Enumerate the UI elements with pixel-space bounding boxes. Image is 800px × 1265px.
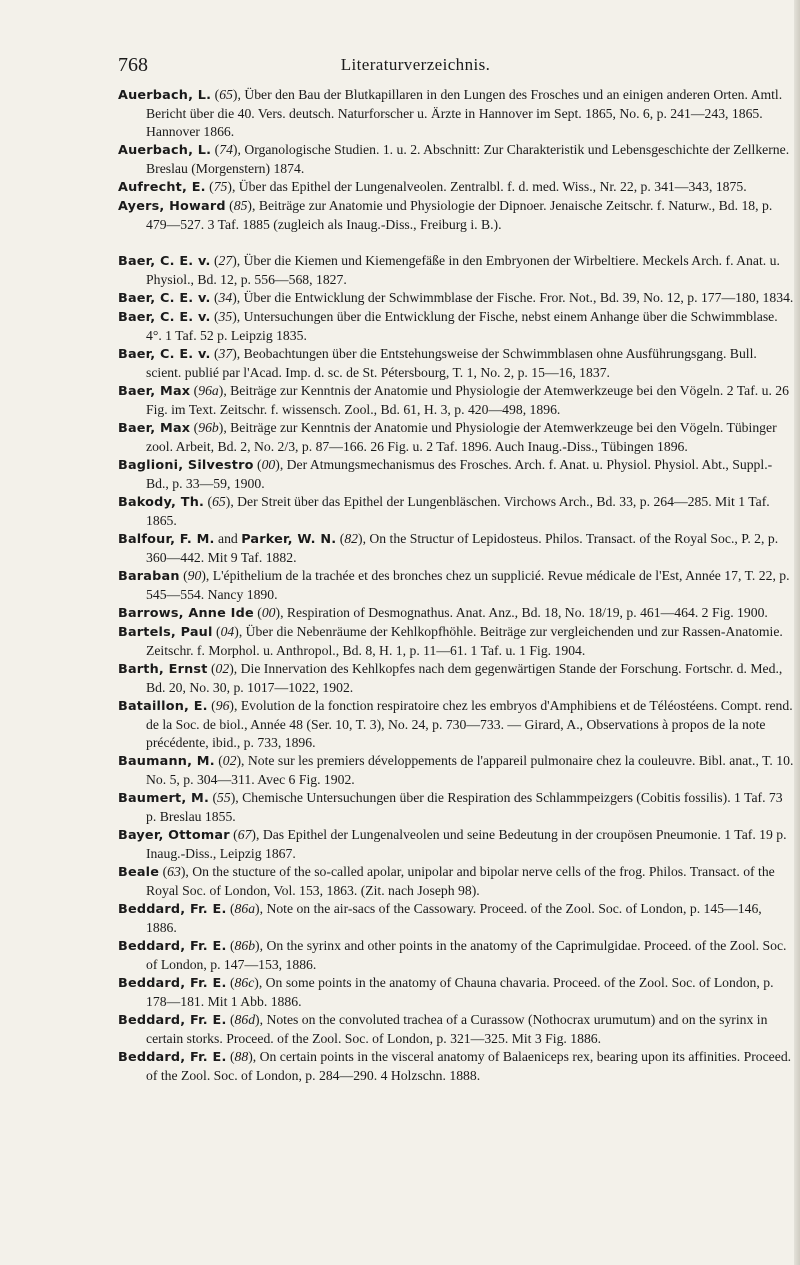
- entry-author: Beddard, Fr. E.: [118, 1013, 227, 1028]
- bibliography-entry: Baumann, M. (02), Note sur les premiers développements de l'appareil pulmonaire chez la couleuvre. Bibl. anat., T. 10. No. 5, p. 304—311. Avec 6 Fig. 1902.: [118, 753, 794, 787]
- entry-text: , Über die Nebenräume der Kehlkopfhöhle. Beiträge zur vergleichenden und zur Rassen-Anatomie. Zeitschr. f. Morphol. u. Anthropol., Bd. 8, H. 1, p. 11—61. 1 Taf. u. 1 Fig. 1904.: [146, 624, 783, 658]
- entry-author: Baglioni, Silvestro: [118, 458, 254, 473]
- entry-author: Aufrecht, E.: [118, 180, 206, 195]
- entry-text: , Über die Entwicklung der Schwimmblase der Fische. Fror. Not., Bd. 39, No. 12, p. 177—180, 1834.: [236, 290, 794, 305]
- entry-author: Baumert, M.: [118, 791, 210, 806]
- entry-text: , Über das Epithel der Lungenalveolen. Zentralbl. f. d. med. Wiss., Nr. 22, p. 341—343, 1875.: [231, 179, 747, 194]
- entry-author: Baer, C. E. v.: [118, 310, 211, 325]
- entry-year: 96a: [198, 383, 219, 398]
- entry-year: 85: [233, 198, 248, 213]
- bibliography-entry: Baer, C. E. v. (37), Beobachtungen über die Entstehungsweise der Schwimmblasen ohne Ausführungsgang. Bull. scient. publié par l'Acad. Imp. d. sc. de St. Pétersbourg, T. 1, No. 2, p. 15—16, 1837.: [118, 346, 757, 380]
- entry-text: , Der Streit über das Epithel der Lungenbläschen. Virchows Arch., Bd. 33, p. 264—285. Mit 1 Taf. 1865.: [146, 494, 770, 528]
- entry-author: Beddard, Fr. E.: [118, 976, 227, 991]
- entry-year: 55: [217, 790, 231, 805]
- entry-text: , Chemische Untersuchungen über die Respiration des Schlammpeizgers (Cobitis fossilis). 1 Taf. 73 p. Breslau 1855.: [146, 790, 783, 824]
- entry-coauthor: Parker, W. N.: [241, 532, 337, 547]
- entry-year: 86b: [234, 938, 256, 953]
- bibliography-entry: Beddard, Fr. E. (86c), On some points in the anatomy of Chauna chavaria. Proceed. of the Zool. Soc. of London, p. 178—181. Mit 1 Abb. 1886.: [118, 975, 774, 1009]
- bibliography-entry: Bakody, Th. (65), Der Streit über das Epithel der Lungenbläschen. Virchows Arch., Bd. 33, p. 264—285. Mit 1 Taf. 1865.: [118, 494, 770, 528]
- entry-year: 86a: [234, 901, 256, 916]
- entry-text: , Note sur les premiers développements de l'appareil pulmonaire chez la couleuvre. Bibl. anat., T. 10. No. 5, p. 304—311. Avec 6 Fig. 1902.: [146, 753, 794, 787]
- bibliography-entry: Baer, Max (96b), Beiträge zur Kenntnis der Anatomie und Physiologie der Atemwerkzeuge bei den Vögeln. Tübinger zool. Arbeit, Bd. 2, No. 2/3, p. 87—166. 26 Fig. u. 2 Taf. 1896. Auch Inaug.-Diss., Tübingen 1896.: [118, 420, 777, 454]
- entry-author: Bataillon, E.: [118, 699, 208, 714]
- bibliography-entry: Bataillon, E. (96), Evolution de la fonction respiratoire chez les embryos d'Amphibiens et de Téléostéens. Compt. rend. de la Soc. de biol., Année 48 (Ser. 10, T. 3), No. 24, p. 730—733. — Girard, A., Observations à propos de la note précédente, ibid., p. 733, 1896.: [118, 698, 793, 750]
- entry-author: Baraban: [118, 569, 180, 584]
- entry-author: Bartels, Paul: [118, 625, 213, 640]
- page-number: 768: [118, 54, 148, 76]
- entry-year: 34: [218, 290, 233, 305]
- entry-author: Ayers, Howard: [118, 199, 226, 214]
- entry-year: 00: [261, 605, 276, 620]
- entry-year: 65: [219, 87, 233, 102]
- entry-text: , On the stucture of the so-called apolar, unipolar and bipolar nerve cells of the frog. Philos. Transact. of the Royal Soc. of London, Vol. 153, 1863. (Zit. nach Joseph 98).: [146, 864, 775, 898]
- entry-text: , Respiration of Desmognathus. Anat. Anz., Bd. 18, No. 18/19, p. 461—464. 2 Fig. 1900.: [280, 605, 768, 620]
- bibliography-list: [118, 86, 794, 1085]
- bibliography-entry: Beddard, Fr. E. (86b), On the syrinx and other points in the anatomy of the Caprimulgidae. Proceed. of the Zool. Soc. of London, p. 147—153, 1886.: [118, 938, 787, 972]
- bibliography-entry: Baumert, M. (55), Chemische Untersuchungen über die Respiration des Schlammpeizgers (Cobitis fossilis). 1 Taf. 73 p. Breslau 1855.: [118, 790, 783, 824]
- entry-text: , Note on the air-sacs of the Cassowary. Proceed. of the Zool. Soc. of London, p. 145—146, 1886.: [146, 901, 762, 935]
- bibliography-entry: Baer, C. E. v. (34), Über die Entwicklung der Schwimmblase der Fische. Fror. Not., Bd. 39, No. 12, p. 177—180, 1834.: [118, 290, 794, 306]
- bibliography-entry: Beale (63), On the stucture of the so-called apolar, unipolar and bipolar nerve cells of the frog. Philos. Transact. of the Royal Soc. of London, Vol. 153, 1863. (Zit. nach Joseph 98).: [118, 864, 775, 898]
- entry-text: , Beobachtungen über die Entstehungsweise der Schwimmblasen ohne Ausführungsgang. Bull. scient. publié par l'Acad. Imp. d. sc. de St. Pétersbourg, T. 1, No. 2, p. 15—16, 1837.: [146, 346, 757, 380]
- entry-author: Baumann, M.: [118, 754, 215, 769]
- entry-text: , Untersuchungen über die Entwicklung der Fische, nebst einem Anhange über die Schwimmblase. 4°. 1 Taf. 52 p. Leipzig 1835.: [146, 309, 778, 343]
- entry-author: Beddard, Fr. E.: [118, 902, 227, 917]
- bibliography-entry: Baer, C. E. v. (35), Untersuchungen über die Entwicklung der Fische, nebst einem Anhange über die Schwimmblase. 4°. 1 Taf. 52 p. Leipzig 1835.: [118, 309, 778, 343]
- entry-text: , Notes on the convoluted trachea of a Curassow (Nothocrax urumutum) and on the syrinx in certain storks. Proceed. of the Zool. Soc. of London, p. 321—325. Mit 3 Fig. 1886.: [146, 1012, 768, 1046]
- entry-author: Bakody, Th.: [118, 495, 205, 510]
- entry-year: 86d: [234, 1012, 256, 1027]
- entry-author: Beale: [118, 865, 160, 880]
- bibliography-entry: Beddard, Fr. E. (86a), Note on the air-sacs of the Cassowary. Proceed. of the Zool. Soc. of London, p. 145—146, 1886.: [118, 901, 762, 935]
- entry-year: 65: [212, 494, 226, 509]
- entry-year: 75: [213, 179, 228, 194]
- bibliography-entry: Baer, Max (96a), Beiträge zur Kenntnis der Anatomie und Physiologie der Atemwerkzeuge bei den Vögeln. 2 Taf. u. 26 Fig. im Text. Zeitschr. f. wissensch. Zool., Bd. 61, H. 3, p. 420—498, 1896.: [118, 383, 789, 417]
- entry-year: 96: [215, 698, 230, 713]
- entry-text: , Organologische Studien. 1. u. 2. Abschnitt: Zur Charakteristik und Lebensgeschichte der Zellkerne. Breslau (Morgenstern) 1874.: [146, 142, 790, 176]
- entry-text: , Die Innervation des Kehlkopfes nach dem gegenwärtigen Stande der Forschung. Fortschr. d. Med., Bd. 20, No. 30, p. 1017—1022, 1902.: [146, 661, 783, 695]
- entry-connector: and: [214, 531, 242, 546]
- entry-text: , On the syrinx and other points in the anatomy of the Caprimulgidae. Proceed. of the Zool. Soc. of London, p. 147—153, 1886.: [146, 938, 787, 972]
- page-header: [118, 54, 713, 78]
- entry-text: , Beiträge zur Anatomie und Physiologie der Dipnoer. Jenaische Zeitschr. f. Naturw., Bd. 18, p. 479—527. 3 Taf. 1885 (zugleich als Inaug.-Diss., Freiburg i. B.).: [146, 198, 773, 232]
- bibliography-entry: Beddard, Fr. E. (88), On certain points in the visceral anatomy of Balaeniceps rex, bearing upon its affinities. Proceed. of the Zool. Soc. of London, p. 284—290. 4 Holzschn. 1888.: [118, 1049, 792, 1083]
- bibliography-entry: Auerbach, L. (65), Über den Bau der Blutkapillaren in den Lungen des Frosches und an einigen anderen Orten. Amtl. Bericht über die 40. Vers. deutsch. Naturforscher u. Ärzte in Hannover im Sept. 1865, No. 6, p. 241—243, 1865. Hannover 1866.: [118, 87, 783, 139]
- entry-author: Baer, Max: [118, 421, 191, 436]
- entry-year: 86c: [234, 975, 255, 990]
- entry-year: 02: [215, 661, 230, 676]
- entry-year: 74: [219, 142, 233, 157]
- entry-text: , Evolution de la fonction respiratoire chez les embryos d'Amphibiens et de Téléostéens. Compt. rend. de la Soc. de biol., Année 48 (Ser. 10, T. 3), No. 24, p. 730—733. — Girard, A., Observations à propos de la note précédente, ibid., p. 733, 1896.: [146, 698, 793, 750]
- entry-text: , Beiträge zur Kenntnis der Anatomie und Physiologie der Atemwerkzeuge bei den Vögeln. Tübinger zool. Arbeit, Bd. 2, No. 2/3, p. 87—166. 26 Fig. u. 2 Taf. 1896. Auch Inaug.-Diss., Tübingen 1896.: [146, 420, 777, 454]
- entry-author: Baer, Max: [118, 384, 191, 399]
- entry-text: , On certain points in the visceral anatomy of Balaeniceps rex, bearing upon its affinities. Proceed. of the Zool. Soc. of London, p. 284—290. 4 Holzschn. 1888.: [146, 1049, 792, 1083]
- entry-year: 37: [218, 346, 233, 361]
- entry-author: Baer, C. E. v.: [118, 347, 211, 362]
- bibliography-entry: Balfour, F. M. and Parker, W. N. (82), On the Structur of Lepidosteus. Philos. Transact. of the Royal Soc., P. 2, p. 360—442. Mit 9 Taf. 1882.: [118, 531, 779, 565]
- entry-year: 00: [261, 457, 276, 472]
- entry-year: 90: [187, 568, 202, 583]
- entry-year: 02: [222, 753, 237, 768]
- bibliography-entry: Beddard, Fr. E. (86d), Notes on the convoluted trachea of a Curassow (Nothocrax urumutum) and on the syrinx in certain storks. Proceed. of the Zool. Soc. of London, p. 321—325. Mit 3 Fig. 1886.: [118, 1012, 768, 1046]
- entry-author: Auerbach, L.: [118, 143, 212, 158]
- entry-text: , L'épithelium de la trachée et des bronches chez un supplicié. Revue médicale de l'Est, Année 17, T. 22, p. 545—554. Nancy 1890.: [146, 568, 790, 602]
- page-edge: [794, 0, 800, 1265]
- entry-author: Bayer, Ottomar: [118, 828, 230, 843]
- entry-year: 63: [167, 864, 181, 879]
- entry-text: , On some points in the anatomy of Chauna chavaria. Proceed. of the Zool. Soc. of London, p. 178—181. Mit 1 Abb. 1886.: [146, 975, 774, 1009]
- bibliography-entry: Baer, C. E. v. (27), Über die Kiemen und Kiemengefäße in den Embryonen der Wirbeltiere. Meckels Arch. f. Anat. u. Physiol., Bd. 12, p. 556—568, 1827.: [118, 253, 780, 287]
- entry-author: Beddard, Fr. E.: [118, 939, 227, 954]
- entry-author: Baer, C. E. v.: [118, 254, 211, 269]
- entry-year: 27: [218, 253, 233, 268]
- entry-text: , Beiträge zur Kenntnis der Anatomie und Physiologie der Atemwerkzeuge bei den Vögeln. 2 Taf. u. 26 Fig. im Text. Zeitschr. f. wissensch. Zool., Bd. 61, H. 3, p. 420—498, 1896.: [146, 383, 789, 417]
- bibliography-entry: Barth, Ernst (02), Die Innervation des Kehlkopfes nach dem gegenwärtigen Stande der Forschung. Fortschr. d. Med., Bd. 20, No. 30, p. 1017—1022, 1902.: [118, 661, 783, 695]
- entry-text: , Das Epithel der Lungenalveolen und seine Bedeutung in der croupösen Pneumonie. 1 Taf. 19 p. Inaug.-Diss., Leipzig 1867.: [146, 827, 787, 861]
- bibliography-entry: Aufrecht, E. (75), Über das Epithel der Lungenalveolen. Zentralbl. f. d. med. Wiss., Nr. 22, p. 341—343, 1875.: [118, 179, 747, 195]
- bibliography-entry: Baraban (90), L'épithelium de la trachée et des bronches chez un supplicié. Revue médicale de l'Est, Année 17, T. 22, p. 545—554. Nancy 1890.: [118, 568, 790, 602]
- entry-author: Barrows, Anne Ide: [118, 606, 254, 621]
- bibliography-entry: Baglioni, Silvestro (00), Der Atmungsmechanismus des Frosches. Arch. f. Anat. u. Physiol. Physiol. Abt., Suppl.-Bd., p. 33—59, 1900.: [118, 457, 773, 491]
- bibliography-entry: Ayers, Howard (85), Beiträge zur Anatomie und Physiologie der Dipnoer. Jenaische Zeitschr. f. Naturw., Bd. 18, p. 479—527. 3 Taf. 1885 (zugleich als Inaug.-Diss., Freiburg i. B.).: [118, 198, 773, 232]
- entry-year: 96b: [198, 420, 219, 435]
- entry-text: , Über die Kiemen und Kiemengefäße in den Embryonen der Wirbeltiere. Meckels Arch. f. Anat. u. Physiol., Bd. 12, p. 556—568, 1827.: [146, 253, 780, 287]
- entry-author: Beddard, Fr. E.: [118, 1050, 227, 1065]
- entry-author: Balfour, F. M.: [118, 532, 215, 547]
- bibliography-entry: Barrows, Anne Ide (00), Respiration of Desmognathus. Anat. Anz., Bd. 18, No. 18/19, p. 461—464. 2 Fig. 1900.: [118, 605, 768, 621]
- entry-year: 88: [234, 1049, 249, 1064]
- entry-year: 04: [220, 624, 235, 639]
- entry-year: 35: [218, 309, 233, 324]
- entry-author: Baer, C. E. v.: [118, 291, 211, 306]
- bibliography-entry: Bayer, Ottomar (67), Das Epithel der Lungenalveolen und seine Bedeutung in der croupösen Pneumonie. 1 Taf. 19 p. Inaug.-Diss., Leipzig 1867.: [118, 827, 787, 861]
- bibliography-entry: Auerbach, L. (74), Organologische Studien. 1. u. 2. Abschnitt: Zur Charakteristik und Lebensgeschichte der Zellkerne. Breslau (Morgenstern) 1874.: [118, 142, 790, 176]
- running-title: Literaturverzeichnis.: [340, 55, 491, 74]
- entry-author: Auerbach, L.: [118, 88, 212, 103]
- entry-text: , On the Structur of Lepidosteus. Philos. Transact. of the Royal Soc., P. 2, p. 360—442. Mit 9 Taf. 1882.: [146, 531, 779, 565]
- entry-text: , Über den Bau der Blutkapillaren in den Lungen des Frosches und an einigen anderen Orten. Amtl. Bericht über die 40. Vers. deutsch. Naturforscher u. Ärzte in Hannover im Sept. 1865, No. 6, p. 241—243, 1865. Hannover 1866.: [146, 87, 783, 139]
- entry-year: 82: [344, 531, 358, 546]
- entry-author: Barth, Ernst: [118, 662, 208, 677]
- entry-text: , Der Atmungsmechanismus des Frosches. Arch. f. Anat. u. Physiol. Physiol. Abt., Suppl.-Bd., p. 33—59, 1900.: [146, 457, 773, 491]
- bibliography-entry: Bartels, Paul (04), Über die Nebenräume der Kehlkopfhöhle. Beiträge zur vergleichenden und zur Rassen-Anatomie. Zeitschr. f. Morphol. u. Anthropol., Bd. 8, H. 1, p. 11—61. 1 Taf. u. 1 Fig. 1904.: [118, 624, 783, 658]
- entry-year: 67: [237, 827, 252, 842]
